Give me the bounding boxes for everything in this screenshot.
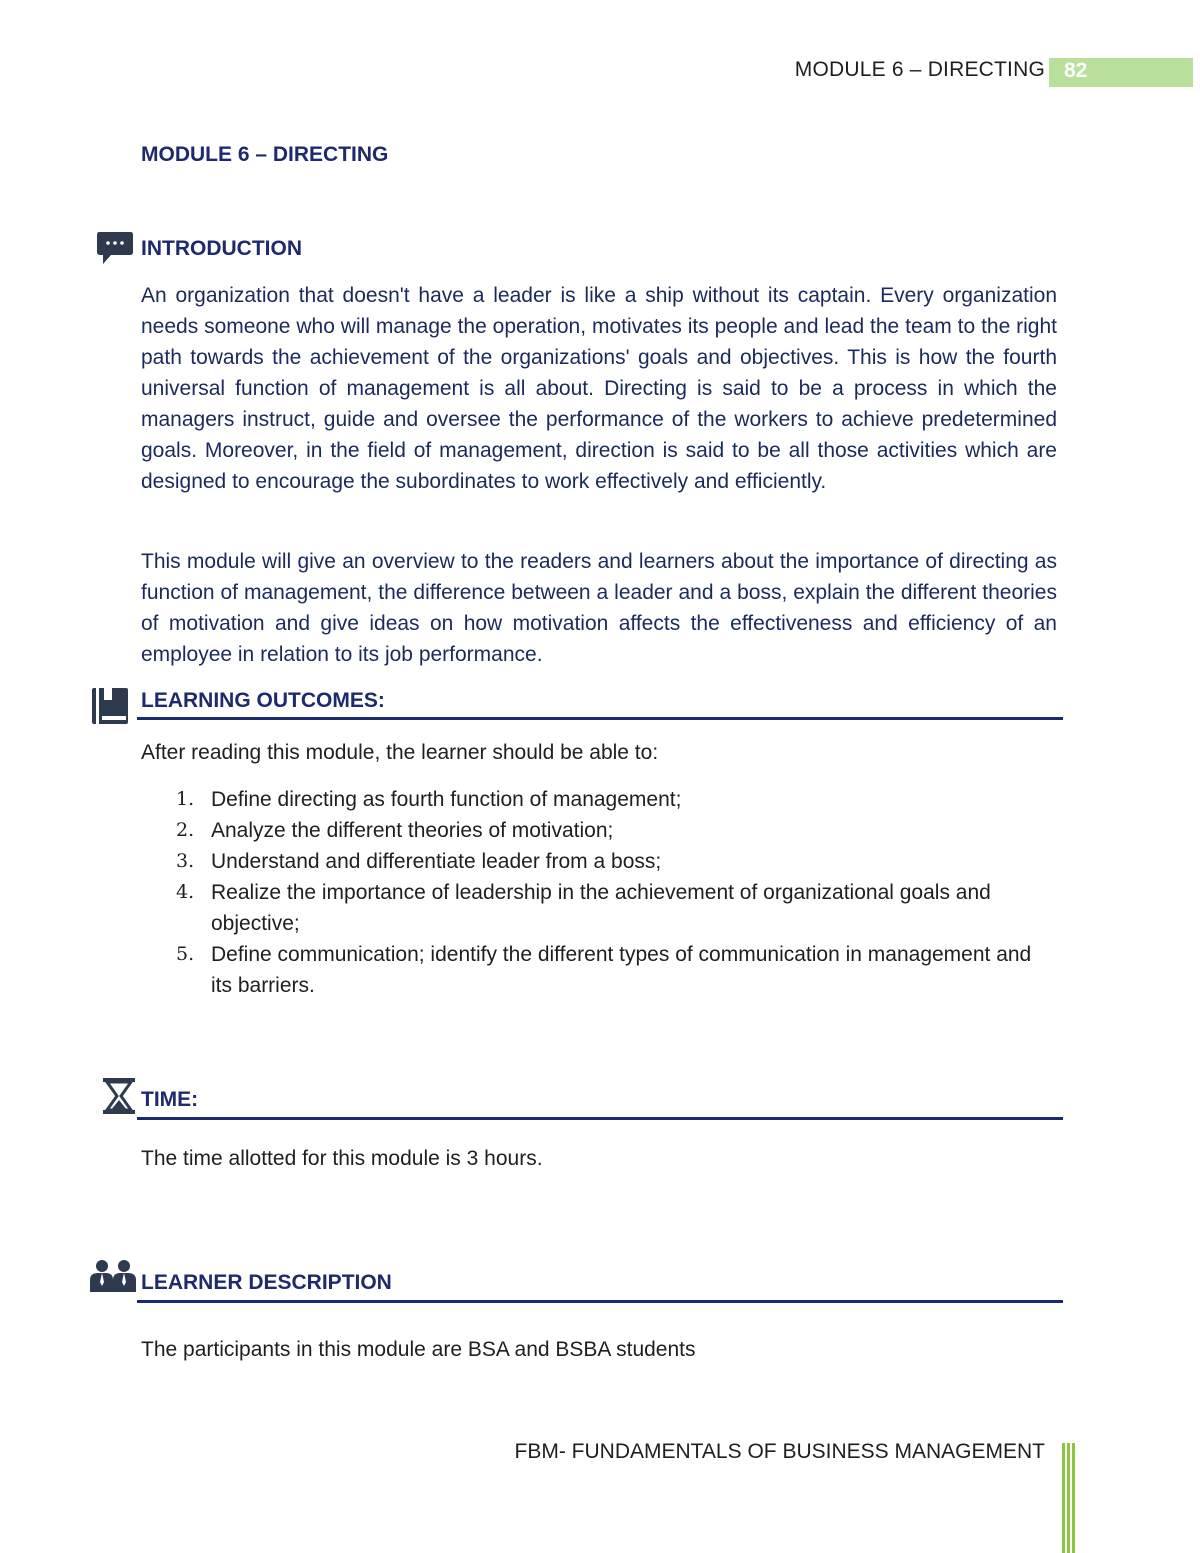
list-item-text: Define communication; identify the different types of communication in management and its barriers. [211, 943, 1032, 997]
footer-course-title: FBM- FUNDAMENTALS OF BUSINESS MANAGEMENT [514, 1440, 1045, 1463]
introduction-paragraph-2: This module will give an overview to the readers and learners about the importance of directing as function of management, the difference between a leader and a boss, explain the different theories of motivation and give ideas on how motivation affects the effectiveness and efficiency of an employee in relation to its job performance. [141, 550, 1057, 666]
time-rule [137, 1117, 1063, 1120]
introduction-paragraph-1: An organization that doesn't have a leader is like a ship without its captain. Every organization needs someone who will manage the operation, motivates its people and lead the team to the right path towards the achievement of the organizations' goals and objectives. This is how the fourth universal function of management is all about. Directing is said to be a process in which the managers instruct, guide and oversee the performance of the workers to achieve predetermined goals. Moreover, in the field of management, direction is said to be all those activities which are designed to encourage the subordinates to work effectively and efficiently. [141, 284, 1057, 493]
footer-bar [1072, 1443, 1075, 1553]
time-text: The time allotted for this module is 3 hours. [141, 1147, 543, 1170]
list-item [141, 815, 1051, 846]
list-item-number: 3. [176, 850, 195, 872]
list-item [141, 846, 1051, 877]
learner-description-heading: LEARNER DESCRIPTION [141, 1271, 392, 1294]
list-item-number: 5. [176, 943, 195, 965]
speech-bubble-icon [95, 228, 135, 268]
list-item-number: 4. [176, 881, 195, 903]
footer-bar [1067, 1443, 1070, 1553]
list-item [141, 939, 1051, 1001]
footer-bar [1062, 1443, 1065, 1553]
learning-outcomes-heading: LEARNING OUTCOMES: [141, 689, 385, 712]
time-heading: TIME: [141, 1088, 199, 1111]
list-item-number: 2. [176, 819, 195, 841]
document-title: MODULE 6 – DIRECTING [141, 143, 389, 166]
learner-description-rule [137, 1300, 1063, 1303]
list-item [141, 877, 1051, 939]
learner-description-text: The participants in this module are BSA and BSBA students [141, 1338, 696, 1361]
people-icon [88, 1258, 138, 1294]
list-item-number: 1. [176, 788, 195, 810]
list-item-text: Understand and differentiate leader from a boss; [211, 850, 662, 873]
list-item-text: Analyze the different theories of motivation; [211, 819, 614, 842]
introduction-heading: INTRODUCTION [141, 237, 302, 260]
hourglass-icon [101, 1076, 137, 1116]
list-item [141, 784, 1051, 815]
page-number: 82 [1064, 59, 1088, 82]
learning-outcomes-rule [137, 717, 1063, 720]
page-number-box [1049, 58, 1193, 87]
learning-outcomes-intro: After reading this module, the learner should be able to: [141, 741, 659, 764]
learning-outcomes-list [141, 784, 1051, 1001]
header-title: MODULE 6 – DIRECTING [794, 58, 1045, 81]
list-item-text: Realize the importance of leadership in the achievement of organizational goals and objective; [211, 881, 991, 935]
book-icon [90, 686, 132, 726]
list-item-text: Define directing as fourth function of management; [211, 788, 682, 811]
